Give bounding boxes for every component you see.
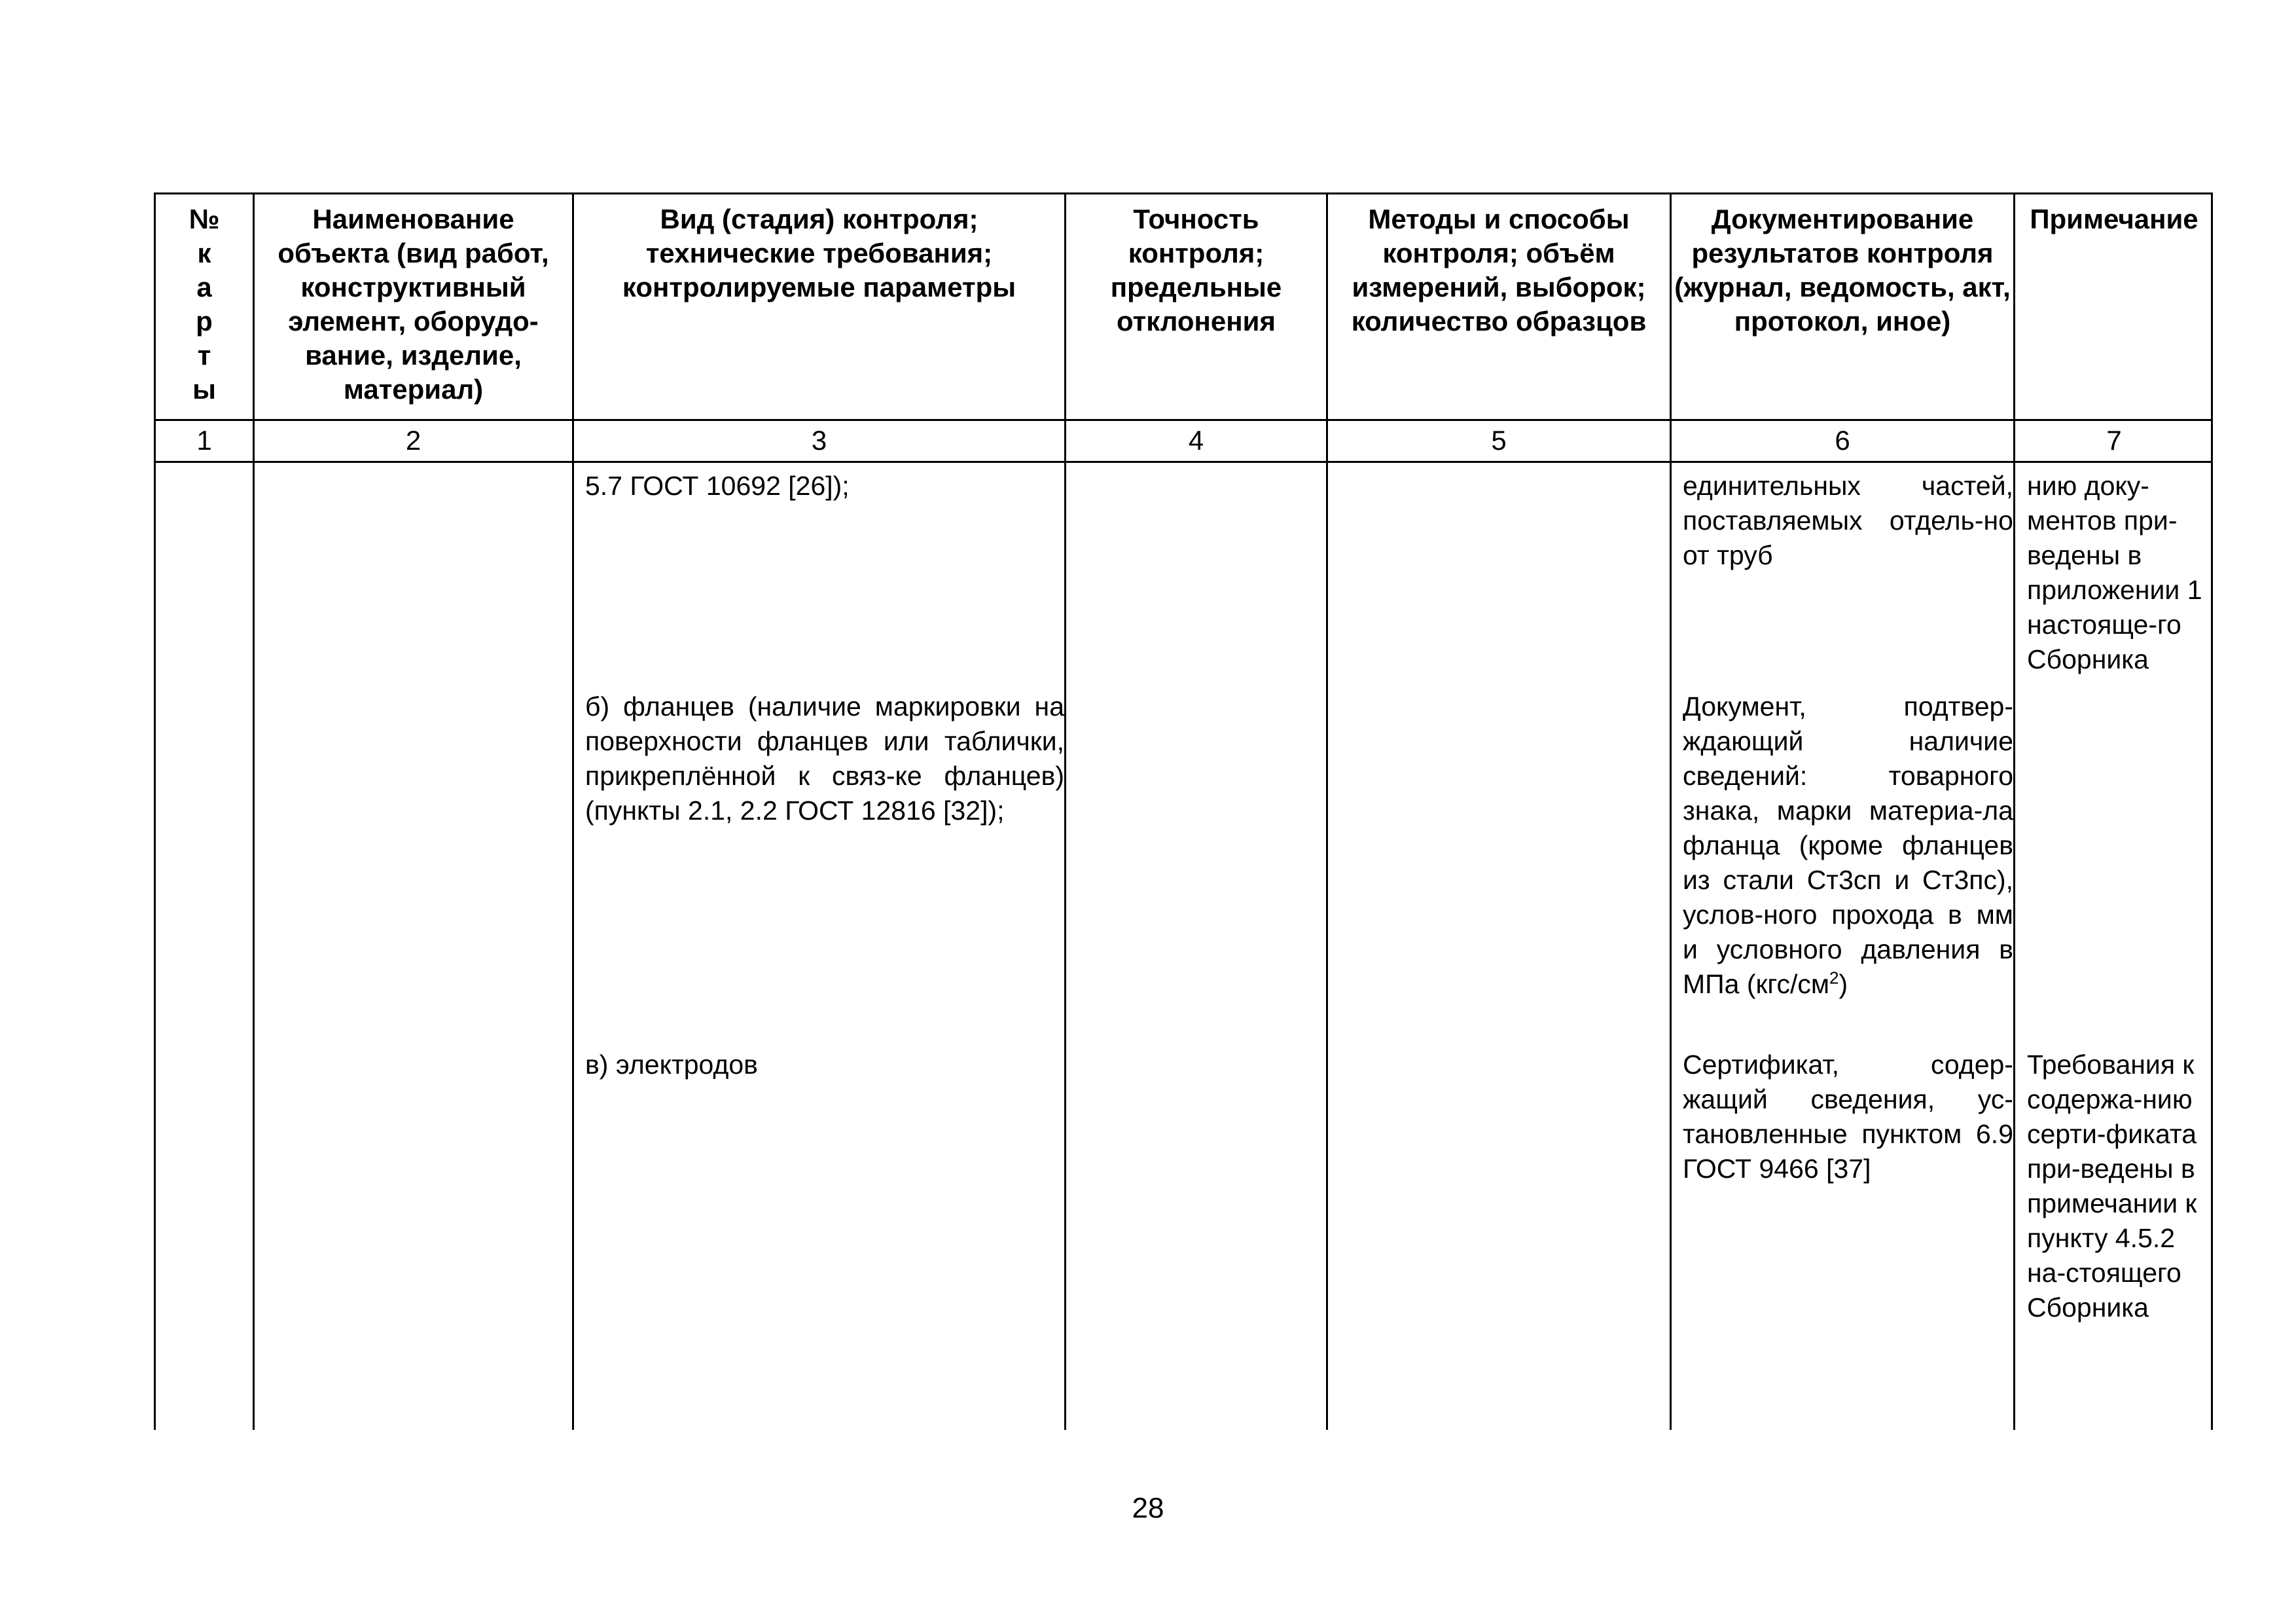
column-divider-4 xyxy=(1326,192,1328,1430)
header-documentation: Документирование результатов контроля (журнал, ведомость, акт, протокол, иное) xyxy=(1674,204,2011,337)
row3-control-text: в) электродов xyxy=(585,1049,758,1080)
row2-control-text: б) фланцев (наличие маркировки на поверхности фланцев или таблички, прикреплённой к связ-ке фланцев) (пункты 2.1, 2.2 ГОСТ 12816 [32]); xyxy=(585,691,1064,826)
header-object-name: Наименование объекта (вид работ, конструктивный элемент, оборудо-вание, изделие, материал) xyxy=(278,204,549,405)
row2-documentation-superscript: 2 xyxy=(1829,968,1839,988)
row2-documentation-main: Документ, подтвер-ждающий наличие сведений: товарного знака, марки материа-ла фланца (кроме фланцев из стали Ст3сп и Ст3пс), услов-ного прохода в мм и условного давления в МПа (кгс/см xyxy=(1683,691,2013,999)
header-accuracy: Точность контроля; предельные отклонения xyxy=(1110,204,1282,337)
row1-control-text: 5.7 ГОСТ 10692 [26]); xyxy=(585,471,850,501)
header-note: Примечание xyxy=(2030,204,2198,234)
header-control-type: Вид (стадия) контроля; технические требования; контролируемые параметры xyxy=(622,204,1016,302)
row1-note-text: нию доку-ментов при-ведены в приложении 1 настояще-го Сборника xyxy=(2027,471,2202,674)
column-number-4: 4 xyxy=(1188,425,1204,456)
row2-documentation-text xyxy=(1672,689,2013,1002)
row3-note-text: Требования к содержа-нию серти-фиката при-ведены в примечании к пункту 4.5.2 на-стоящего Сборника xyxy=(2027,1049,2197,1322)
page-number: 28 xyxy=(1132,1492,1164,1524)
row3-documentation-text: Сертификат, содер-жащий сведения, ус-тановленные пунктом 6.9 ГОСТ 9466 [37] xyxy=(1683,1049,2013,1184)
column-number-3: 3 xyxy=(811,425,827,456)
header-methods: Методы и способы контроля; объём измерений, выборок; количество образцов xyxy=(1351,204,1647,337)
column-number-1: 1 xyxy=(196,425,212,456)
column-number-6: 6 xyxy=(1835,425,1850,456)
header-card-number: № к а р т ы xyxy=(188,204,220,405)
column-number-5: 5 xyxy=(1491,425,1507,456)
table-top-border xyxy=(154,192,2213,194)
column-number-7: 7 xyxy=(2106,425,2122,456)
column-divider-3 xyxy=(1064,192,1066,1430)
column-numbers-bottom-border xyxy=(154,461,2213,463)
column-number-2: 2 xyxy=(405,425,422,456)
row1-documentation-text: единительных частей, поставляемых отдель-но от труб xyxy=(1683,471,2013,570)
header-bottom-border xyxy=(154,419,2213,421)
row2-documentation-tail: ) xyxy=(1839,969,1848,999)
